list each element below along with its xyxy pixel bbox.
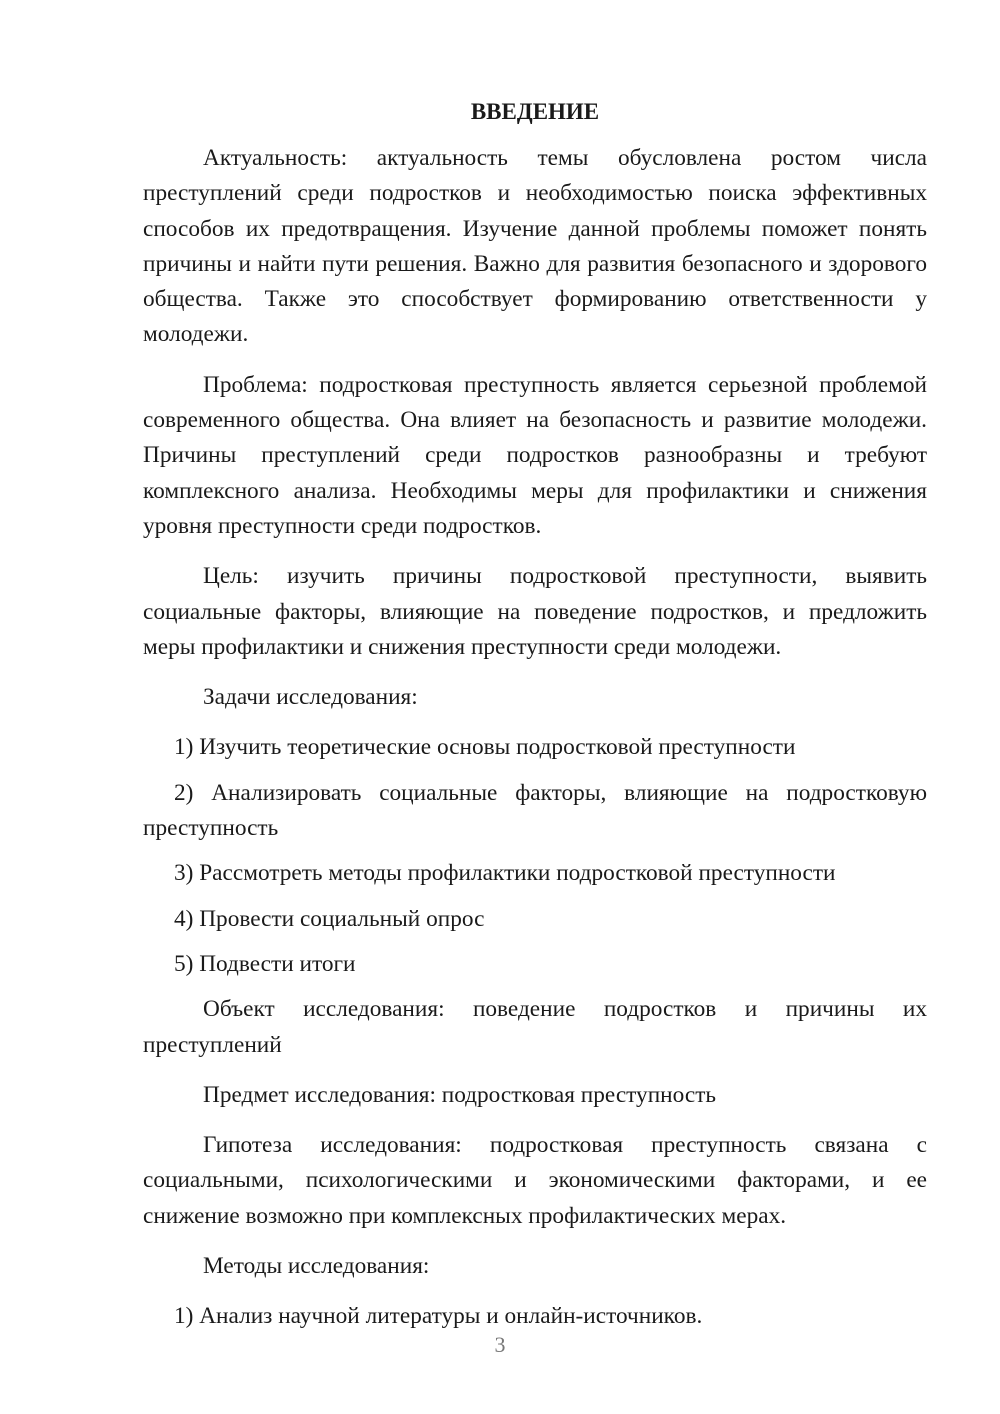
paragraph-relevance: Актуальность: актуальность темы обусловлена ростом числа преступлений среди подростков и необходимостью поиска эффективных способов их предотвращения. Изучение данной проблемы поможет понять причины и найти пути решения. Важно для развития безопасного и здорового общества. Также это способствует формированию ответственности у молодежи. — [143, 145, 927, 348]
task-item: 3) Рассмотреть методы профилактики подростковой преступности — [174, 860, 836, 887]
paragraph-goal: Цель: изучить причины подростковой преступности, выявить социальные факторы, влияющие на поведение подростков, и предложить меры профилактики и снижения преступности среди молодежи. — [143, 563, 927, 660]
paragraph-hypothesis: Гипотеза исследования: подростковая преступность связана с социальными, психологическими и экономическими факторами, и ее снижение возможно при комплексных профилактических мерах. — [143, 1132, 927, 1229]
paragraph-subject: Предмет исследования: подростковая преступность — [203, 1081, 716, 1108]
paragraph-object: Объект исследования: поведение подростков и причины их преступлений — [143, 996, 927, 1058]
task-item: 1) Изучить теоретические основы подростковой преступности — [174, 734, 796, 761]
task-item: 5) Подвести итоги — [174, 950, 356, 977]
tasks-heading: Задачи исследования: — [203, 684, 418, 711]
page-number: 3 — [494, 1332, 506, 1357]
section-title: ВВЕДЕНИЕ — [470, 99, 600, 124]
methods-heading: Методы исследования: — [203, 1253, 430, 1280]
task-item: 4) Провести социальный опрос — [174, 905, 485, 932]
method-item: 1) Анализ научной литературы и онлайн-источников. — [174, 1303, 703, 1330]
paragraph-problem: Проблема: подростковая преступность является серьезной проблемой современного общества. Она влияет на безопасность и развитие молодежи. Причины преступлений среди подростков разнообразны и требуют комплексного анализа. Необходимы меры для профилактики и снижения уровня преступности среди подростков. — [143, 371, 927, 539]
document-page — [143, 94, 927, 1345]
task-item: 2) Анализировать социальные факторы, влияющие на подростковую преступность — [143, 779, 927, 842]
